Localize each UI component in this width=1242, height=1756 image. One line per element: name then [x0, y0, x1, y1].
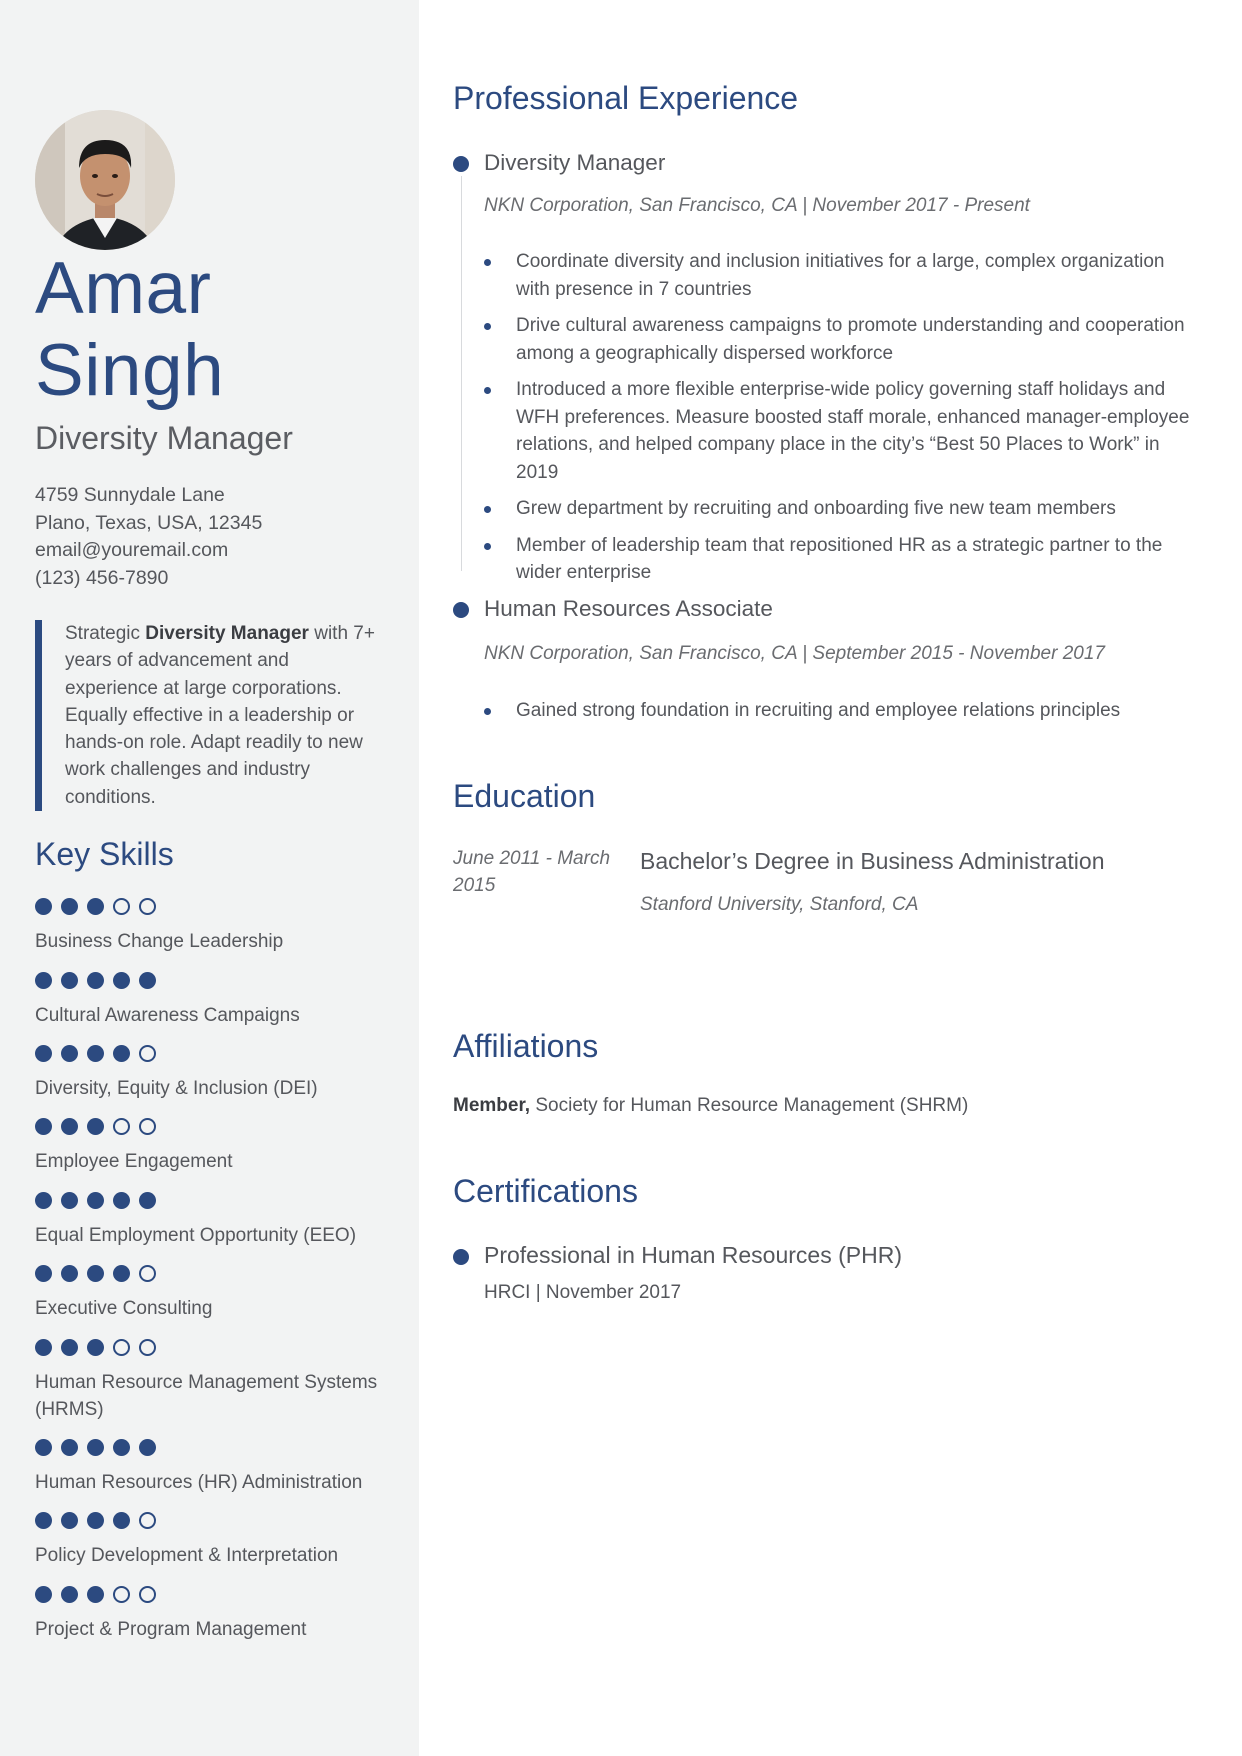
list-item: Gained strong foundation in recruiting and employee relations principles [484, 697, 1194, 725]
rating-dot-empty [113, 1118, 130, 1135]
rating-dot-filled [61, 972, 78, 989]
email: email@youremail.com [35, 539, 229, 561]
skills-heading: Key Skills [35, 836, 174, 872]
rating-dot-empty [139, 1118, 156, 1135]
experience-heading: Professional Experience [453, 80, 799, 116]
summary-pre: Strategic [65, 623, 146, 644]
rating-dot-empty [139, 898, 156, 915]
list-item: Member of leadership team that repositioned HR as a strategic partner to the wider enterprise [484, 532, 1194, 587]
address-line-1: 4759 Sunnydale Lane [35, 484, 225, 506]
affiliation-role: Member, [453, 1095, 531, 1116]
rating-dot-filled [61, 1192, 78, 1209]
rating-dot-filled [35, 898, 52, 915]
rating-dot-filled [35, 1586, 52, 1603]
education-dates: June 2011 - March 2015 [453, 848, 611, 896]
education-heading: Education [453, 778, 596, 814]
skill-label: Employee Engagement [35, 1151, 233, 1172]
skill-label: Policy Development & Interpretation [35, 1545, 339, 1566]
rating-dot-empty [139, 1045, 156, 1062]
rating-dot-filled [35, 1265, 52, 1282]
rating-dot-filled [87, 1045, 104, 1062]
rating-dot-filled [139, 972, 156, 989]
rating-dot-filled [113, 972, 130, 989]
rating-dot-filled [35, 1192, 52, 1209]
affiliation-org: Society for Human Resource Management (SHRM) [530, 1095, 969, 1116]
rating-dot-filled [35, 972, 52, 989]
rating-dot-filled [35, 1512, 52, 1529]
rating-dot-filled [87, 1512, 104, 1529]
rating-dot-filled [61, 1439, 78, 1456]
skill-item [35, 1265, 395, 1322]
summary-post: with 7+ years of advancement and experience at large corporations. Equally effective in a leadership or hands-on role. Adapt readily to new work challenges and industry conditions. [65, 623, 375, 808]
rating-dot-empty [113, 1586, 130, 1603]
rating-dot-filled [113, 1439, 130, 1456]
rating-dot-filled [113, 1192, 130, 1209]
skill-rating [35, 1439, 395, 1456]
rating-dot-filled [61, 1265, 78, 1282]
phone: (123) 456-7890 [35, 566, 169, 589]
rating-dot-filled [35, 1439, 52, 1456]
skill-item [35, 1512, 395, 1569]
summary-bold: Diversity Manager [145, 623, 309, 644]
sidebar [0, 0, 419, 1756]
job-2-meta: NKN Corporation, San Francisco, CA | September 2015 - November 2017 [484, 643, 1105, 664]
address-line-2: Plano, Texas, USA, 12345 [35, 511, 263, 534]
rating-dot-filled [87, 1265, 104, 1282]
rating-dot-filled [87, 972, 104, 989]
skill-label: Cultural Awareness Campaigns [35, 1005, 300, 1026]
rating-dot-filled [61, 1118, 78, 1135]
skill-label: Project & Program Management [35, 1619, 307, 1640]
rating-dot-filled [61, 1339, 78, 1356]
job-1-title: Diversity Manager [484, 150, 666, 175]
certification-meta: HRCI | November 2017 [484, 1282, 682, 1303]
skill-item [35, 1586, 395, 1643]
rating-dot-filled [35, 1339, 52, 1356]
skill-rating [35, 1192, 395, 1209]
rating-dot-empty [113, 898, 130, 915]
rating-dot-filled [87, 1586, 104, 1603]
rating-dot-filled [87, 898, 104, 915]
rating-dot-empty [113, 1339, 130, 1356]
skill-label: Business Change Leadership [35, 931, 284, 952]
skill-item [35, 1118, 395, 1175]
first-name: Amar [35, 248, 212, 329]
rating-dot-filled [139, 1439, 156, 1456]
skill-item [35, 1192, 395, 1249]
skill-rating [35, 972, 395, 989]
skill-rating [35, 898, 395, 915]
certifications-heading: Certifications [453, 1173, 638, 1209]
education-degree: Bachelor’s Degree in Business Administration [640, 848, 1105, 874]
list-item: Coordinate diversity and inclusion initiatives for a large, complex organization with presence in 7 countries [484, 248, 1194, 303]
rating-dot-filled [87, 1339, 104, 1356]
rating-dot-empty [139, 1339, 156, 1356]
rating-dot-filled [35, 1118, 52, 1135]
last-name: Singh [35, 330, 225, 411]
skill-label: Human Resources (HR) Administration [35, 1472, 363, 1493]
rating-dot-filled [35, 1045, 52, 1062]
job-2-title: Human Resources Associate [484, 596, 773, 621]
rating-dot-filled [61, 898, 78, 915]
skill-label: Diversity, Equity & Inclusion (DEI) [35, 1078, 318, 1099]
skill-rating [35, 1265, 395, 1282]
timeline-line [461, 176, 462, 571]
skill-rating [35, 1586, 395, 1603]
skill-rating [35, 1512, 395, 1529]
skill-item [35, 1045, 395, 1102]
rating-dot-filled [87, 1118, 104, 1135]
certification-dot [453, 1249, 469, 1265]
job-2-bullets [484, 697, 1194, 734]
rating-dot-filled [113, 1045, 130, 1062]
list-item: Grew department by recruiting and onboarding five new team members [484, 495, 1194, 523]
profile-photo [35, 110, 175, 250]
rating-dot-empty [139, 1265, 156, 1282]
rating-dot-filled [113, 1512, 130, 1529]
skill-label: Human Resource Management Systems (HRMS) [35, 1372, 378, 1420]
list-item: Drive cultural awareness campaigns to promote understanding and cooperation among a geographically dispersed workforce [484, 312, 1194, 367]
timeline-dot [453, 602, 469, 618]
affiliation-item [453, 1095, 968, 1117]
rating-dot-filled [61, 1586, 78, 1603]
rating-dot-filled [87, 1192, 104, 1209]
skill-label: Equal Employment Opportunity (EEO) [35, 1225, 357, 1246]
skill-rating [35, 1045, 395, 1062]
skill-item [35, 1439, 395, 1496]
timeline-dot [453, 156, 469, 172]
profile-summary [35, 620, 385, 811]
skill-item [35, 898, 395, 955]
skill-rating [35, 1118, 395, 1135]
candidate-name [35, 248, 224, 412]
rating-dot-filled [61, 1512, 78, 1529]
contact-info [35, 482, 262, 592]
rating-dot-empty [139, 1586, 156, 1603]
education-school: Stanford University, Stanford, CA [640, 894, 919, 915]
certification-title: Professional in Human Resources (PHR) [484, 1242, 902, 1268]
skill-item [35, 972, 395, 1029]
skill-label: Executive Consulting [35, 1298, 213, 1319]
skill-rating [35, 1339, 395, 1356]
affiliations-heading: Affiliations [453, 1028, 599, 1064]
rating-dot-filled [87, 1439, 104, 1456]
rating-dot-filled [113, 1265, 130, 1282]
job-title: Diversity Manager [35, 420, 293, 456]
job-1-meta: NKN Corporation, San Francisco, CA | November 2017 - Present [484, 195, 1030, 216]
list-item: Introduced a more flexible enterprise-wide policy governing staff holidays and WFH preferences. Measure boosted staff morale, enhanced manager-employee relations, and helped company place in the city’s “Best 50 Places to Work” in 2019 [484, 376, 1194, 486]
profile-photo-illustration [35, 110, 175, 250]
job-1-bullets [484, 248, 1194, 596]
rating-dot-filled [139, 1192, 156, 1209]
rating-dot-filled [61, 1045, 78, 1062]
skill-item [35, 1339, 395, 1423]
rating-dot-empty [139, 1512, 156, 1529]
